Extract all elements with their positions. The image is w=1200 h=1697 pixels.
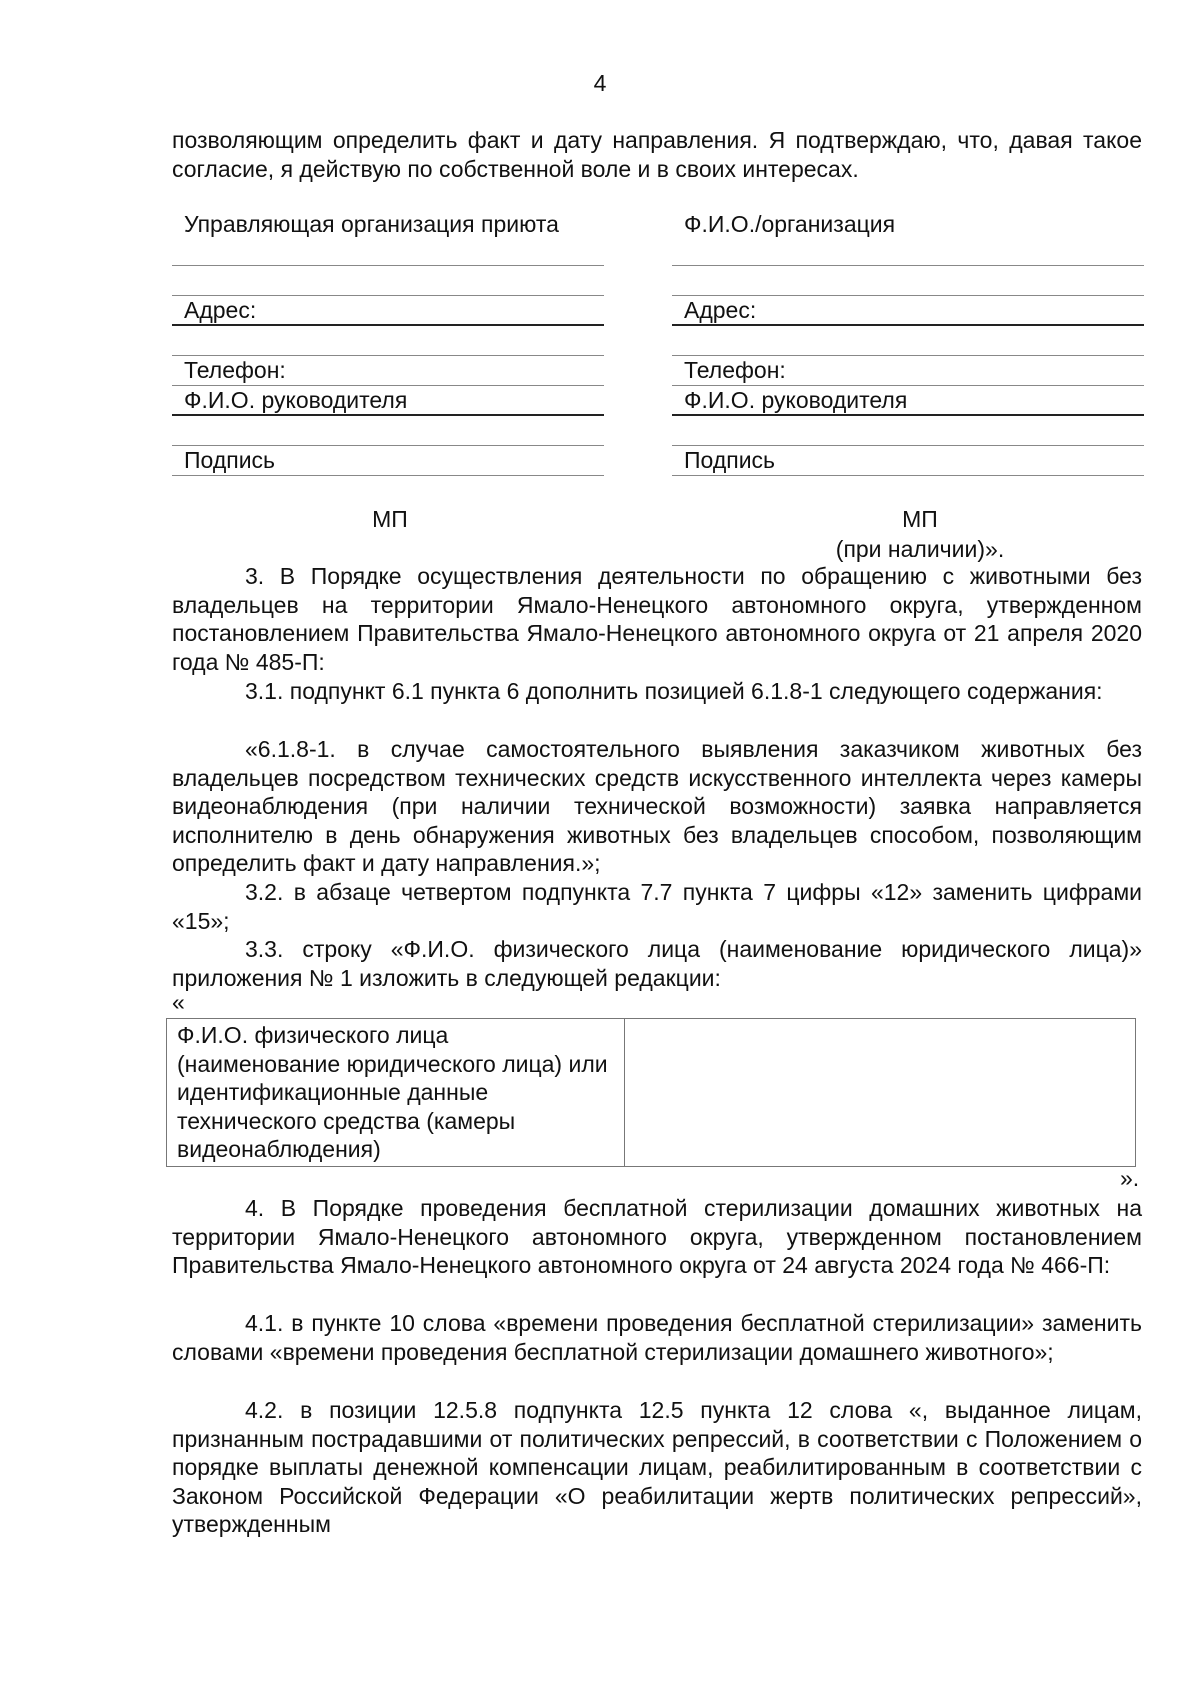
blank-line-left-1 — [172, 266, 604, 296]
section-3-2: 3.2. в абзаце четвертом подпункта 7.7 пункта 7 цифры «12» заменить цифрами «15»; — [172, 879, 1142, 934]
section-3-intro: 3. В Порядке осуществления деятельности по обращению с животными без владельцев на территории Ямало-Ненецкого автономного округа, утвержденном постановлением Правительства Ямало-Ненецкого автономного округа от 21 апреля 2020 года № 485-П: — [172, 563, 1142, 675]
intro-paragraph: позволяющим определить факт и дату направления. Я подтверждаю, что, давая такое согласие, я действую по собственной воле и в своих интересах. — [172, 127, 1142, 182]
signature-block-right — [672, 210, 1144, 478]
phone-label-right: Телефон: — [672, 356, 1144, 386]
address-label-right: Адрес: — [672, 296, 1144, 326]
section-3-3: 3.3. строку «Ф.И.О. физического лица (наименование юридического лица)» приложения № 1 изложить в следующей редакции: — [172, 936, 1142, 991]
address-label-left: Адрес: — [172, 296, 604, 326]
blank-line-right-3 — [672, 416, 1144, 446]
head-label-right: Ф.И.О. руководителя — [672, 386, 1144, 416]
signature-label-left: Подпись — [172, 446, 604, 476]
stamp-right: МП — [902, 506, 938, 532]
appendix-row-table — [166, 1018, 1136, 1167]
stamp-right-note: (при наличии)». — [835, 536, 1005, 562]
blank-line-left-2 — [172, 326, 604, 356]
phone-label-left: Телефон: — [172, 356, 604, 386]
page-number: 4 — [593, 70, 607, 96]
head-label-left: Ф.И.О. руководителя — [172, 386, 604, 416]
table-cell-label: Ф.И.О. физического лица (наименование юридического лица) или идентификационные данные технического средства (камеры видеонаблюдения) — [167, 1019, 625, 1167]
section-4-1: 4.1. в пункте 10 слова «времени проведения бесплатной стерилизации» заменить словами «времени проведения бесплатной стерилизации домашнего животного»; — [172, 1310, 1142, 1365]
section-4-2: 4.2. в позиции 12.5.8 подпункта 12.5 пункта 12 слова «, выданное лицам, признанным пострадавшими от политических репрессий, в соответствии с Положением о порядке выплаты денежной компенсации лицам, реабилитированным в соответствии с Законом Российской Федерации «О реабилитации жертв политических репрессий», утвержденным — [172, 1397, 1142, 1538]
org-label-right: Ф.И.О./организация — [672, 210, 1144, 266]
section-3-1: 3.1. подпункт 6.1 пункта 6 дополнить позицией 6.1.8-1 следующего содержания: — [245, 678, 1103, 704]
blank-line-left-3 — [172, 416, 604, 446]
section-4-intro: 4. В Порядке проведения бесплатной стерилизации домашних животных на территории Ямало-Ненецкого автономного округа, утвержденном постановлением Правительства Ямало-Ненецкого автономного округа от 24 августа 2024 года № 466-П: — [172, 1195, 1142, 1279]
blank-line-right-1 — [672, 266, 1144, 296]
table-close-quote: ». — [1120, 1165, 1140, 1191]
table-open-quote: « — [172, 989, 185, 1015]
blank-line-right-2 — [672, 326, 1144, 356]
signature-label-right: Подпись — [672, 446, 1144, 476]
table-cell-value — [625, 1019, 1136, 1167]
stamp-left: МП — [372, 506, 408, 532]
org-label-left: Управляющая организация приюта — [172, 210, 604, 266]
section-3-1-quote: «6.1.8-1. в случае самостоятельного выявления заказчиком животных без владельцев посредством технических средств искусственного интеллекта через камеры видеонаблюдения (при наличии технической возможности) заявка направляется исполнителю в день обнаружения животных без владельцев способом, позволяющим определить факт и дату направления.»; — [172, 736, 1142, 877]
table-row — [167, 1019, 1136, 1167]
signature-block-left — [172, 210, 604, 478]
